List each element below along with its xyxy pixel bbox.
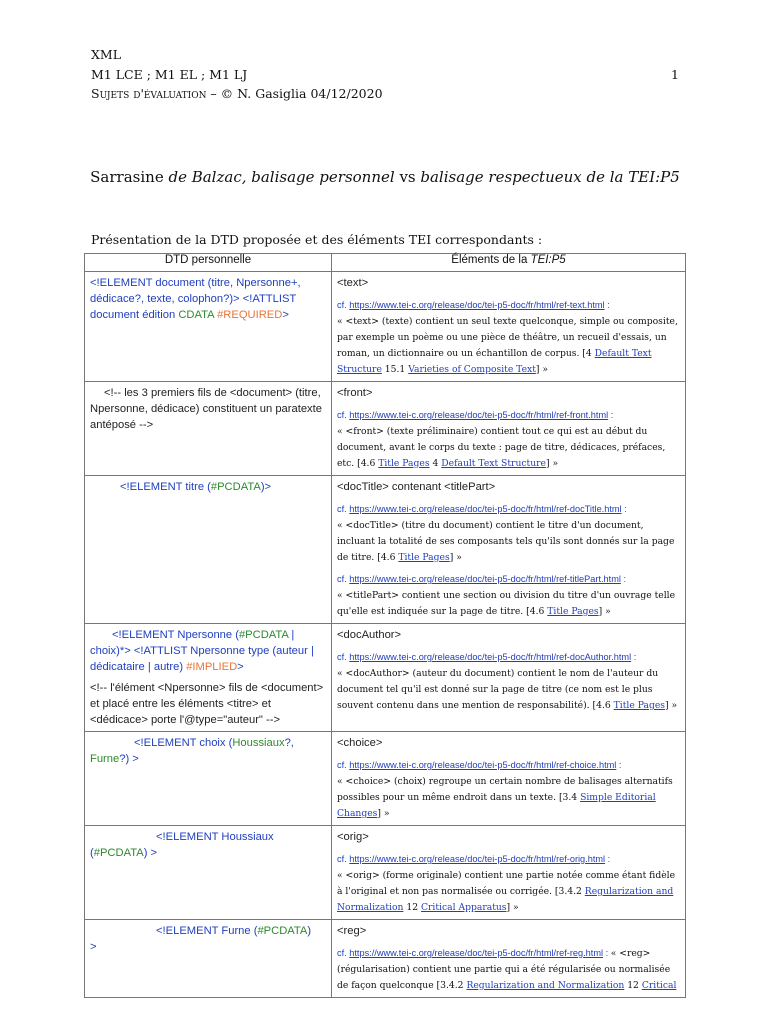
dtd-cell: <!ELEMENT document (titre, Npersonne+, dédicace?, texte, colophon?)> <!ATTLIST document édition CDATA #REQUIRED> xyxy=(85,272,332,382)
tei-description: « <titlePart> contient une section ou division du titre d'un ouvrage telle qu'elle est indiquée sur la page de titre. [4.6 Title Pages] » xyxy=(337,590,676,617)
col-header-dtd: DTD personnelle xyxy=(85,254,332,272)
dtd-text: <!ELEMENT Houssiaux ( xyxy=(90,831,274,859)
dtd-cell: <!ELEMENT Npersonne (#PCDATA | choix)*> <!ATTLIST Npersonne type (auteur | dédicataire | autre) #IMPLIED> <!-- l'élément <Npersonne> fils de <document> et placé entre les éléments <titre> et <dédicace> porte l'@type="auteur" --> xyxy=(85,624,332,732)
tei-tag: <front> xyxy=(337,387,373,399)
dtd-cell: <!ELEMENT Furne (#PCDATA) > xyxy=(85,920,332,998)
dtd-type: CDATA xyxy=(178,309,214,321)
dtd-keyword: #IMPLIED xyxy=(186,661,238,673)
title-part-3: vs xyxy=(394,168,421,186)
tei-section-link[interactable]: Title Pages xyxy=(378,458,430,469)
tei-ref-link[interactable]: https://www.tei-c.org/release/doc/tei-p5-doc/fr/html/ref-choice.html xyxy=(349,760,617,770)
tei-tag: <orig> xyxy=(337,831,369,843)
tei-cell: <choice> cf. https://www.tei-c.org/release/doc/tei-p5-doc/fr/html/ref-choice.html : « <choice> (choix) regroupe un certain nombre de balisages alternatifs possibles pour un même endroit dans un texte. [3.4 Simple Editorial Changes] » xyxy=(332,732,686,826)
tei-cell: <docTitle> contenant <titlePart> cf. https://www.tei-c.org/release/doc/tei-p5-doc/fr/html/ref-docTitle.html : « <docTitle> (titre du document) contient le titre d'un document, incluant la totalité de ses composants tels qu'ils sont donnés sur la page de titre. [4.6 Title Pages] » cf. https://www.tei-c.org/release/doc/tei-p5-doc/fr/html/ref-titlePart.html : « <titlePart> contient une section ou division du titre d'un ouvrage telle qu'elle est indiquée sur la page de titre. [4.6 Title Pages] » xyxy=(332,476,686,624)
dtd-keyword: #REQUIRED xyxy=(217,309,283,321)
tei-description: « <orig> (forme originale) contient une partie notée comme étant fidèle à l'original et non pas normalisée ou corrigée. [3.4.2 Regularization and Normalization 12 Critical Apparatus] » xyxy=(337,870,676,913)
tei-section-link[interactable]: Critical xyxy=(641,980,677,991)
page-number: 1 xyxy=(671,67,679,82)
tei-ref-link[interactable]: https://www.tei-c.org/release/doc/tei-p5-doc/fr/html/ref-docTitle.html xyxy=(349,504,622,514)
tei-ref-link[interactable]: https://www.tei-c.org/release/doc/tei-p5-doc/fr/html/ref-reg.html xyxy=(349,948,604,958)
title-part-4: balisage respectueux de la TEI:P5 xyxy=(420,168,680,186)
table-row xyxy=(85,382,686,476)
tei-tag: <reg> xyxy=(337,925,367,937)
dtd-close: > xyxy=(90,941,97,953)
tei-cell: <reg> cf. https://www.tei-c.org/release/doc/tei-p5-doc/fr/html/ref-reg.html : « <reg> (régularisation) contient une partie qui a été régularisée ou normalisée de façon quelconque [3.4.2 Regularization and Normalization 12 Critical xyxy=(332,920,686,998)
dtd-type: #PCDATA xyxy=(93,847,144,859)
col-header-tei: Éléments de la TEI:P5 xyxy=(332,254,686,272)
tei-section-link[interactable]: Simple Editorial Changes xyxy=(337,792,656,819)
title-part-1: Sarrasine xyxy=(90,168,169,186)
dtd-child: Furne xyxy=(90,753,120,765)
tei-cell: <front> cf. https://www.tei-c.org/release/doc/tei-p5-doc/fr/html/ref-front.html : « <front> (texte préliminaire) contient tout ce qui est au début du document, avant le corps du texte : page de titre, dédicaces, préfaces, etc. [4.6 Title Pages 4 Default Text Structure] » xyxy=(332,382,686,476)
dtd-cell xyxy=(85,382,332,476)
tei-description: « <docTitle> (titre du document) contient le titre d'un document, incluant la totalité de ses composants tels qu'ils sont donnés sur la page de titre. [4.6 Title Pages] » xyxy=(337,520,675,563)
dtd-comment: <!-- les 3 premiers fils de <document> (titre, Npersonne, dédicace) constituent un paratexte antéposé --> xyxy=(90,387,322,431)
dtd-text: <!ELEMENT Furne ( xyxy=(156,925,258,937)
tei-section-link[interactable]: Critical Apparatus xyxy=(420,902,507,913)
dtd-text: <!ELEMENT document (titre, Npersonne+, dédicace?, texte, colophon?)> <!ATTLIST document édition xyxy=(90,277,301,321)
header-author-date: – © N. Gasiglia 04/12/2020 xyxy=(206,86,383,101)
intro-text: Présentation de la DTD proposée et des éléments TEI correspondants : xyxy=(91,232,543,247)
tei-section-link[interactable]: Title Pages xyxy=(398,552,450,563)
tei-description: « <choice> (choix) regroupe un certain nombre de balisages alternatifs possibles pour un même endroit dans un texte. [3.4 Simple Editorial Changes] » xyxy=(337,776,673,819)
header-subject: Sujets d'évaluation xyxy=(91,86,207,101)
tei-section-link[interactable]: Regularization and Normalization xyxy=(466,980,625,991)
dtd-cell: <!ELEMENT Houssiaux (#PCDATA) > xyxy=(85,826,332,920)
table-row xyxy=(85,624,686,732)
tei-tag: <docAuthor> xyxy=(337,629,402,641)
dtd-type: #PCDATA xyxy=(238,629,289,641)
tei-ref-link[interactable]: https://www.tei-c.org/release/doc/tei-p5-doc/fr/html/ref-titlePart.html xyxy=(349,574,621,584)
dtd-type: #PCDATA xyxy=(210,481,261,493)
tei-cell: <orig> cf. https://www.tei-c.org/release/doc/tei-p5-doc/fr/html/ref-orig.html : « <orig> (forme originale) contient une partie notée comme étant fidèle à l'original et non pas normalisée ou corrigée. [3.4.2 Regularization and Normalization 12 Critical Apparatus] » xyxy=(332,826,686,920)
table-row xyxy=(85,732,686,826)
table-header-row xyxy=(85,254,686,272)
tei-ref-link[interactable]: https://www.tei-c.org/release/doc/tei-p5-doc/fr/html/ref-docAuthor.html xyxy=(349,652,632,662)
tei-cell: <docAuthor> cf. https://www.tei-c.org/release/doc/tei-p5-doc/fr/html/ref-docAuthor.html : « <docAuthor> (auteur du document) contient le nom de l'auteur du document tel qu'il est donné sur la page de titre (ce nom est le plus souvent contenu dans une mention de responsabilité). [4.6 Title Pages] » xyxy=(332,624,686,732)
dtd-text: <!ELEMENT titre ( xyxy=(120,481,211,493)
header-line-2: M1 LCE ; M1 EL ; M1 LJ xyxy=(91,67,248,82)
tei-ref-link[interactable]: https://www.tei-c.org/release/doc/tei-p5-doc/fr/html/ref-front.html xyxy=(349,410,609,420)
tei-tag: <text> xyxy=(337,277,369,289)
dtd-text: <!ELEMENT choix ( xyxy=(134,737,233,749)
tei-ref-link[interactable]: https://www.tei-c.org/release/doc/tei-p5-doc/fr/html/ref-orig.html xyxy=(349,854,606,864)
tei-cell: <text> cf. https://www.tei-c.org/release/doc/tei-p5-doc/fr/html/ref-text.html : « <text> (texte) contient un seul texte quelconque, simple ou composite, par exemple un poème ou une pièce de théâtre, un recueil d'essais, un roman, un dictionnaire ou un échantillon de corpus. [4 Default Text Structure 15.1 Varieties of Composite Text] » xyxy=(332,272,686,382)
tei-description: « <front> (texte préliminaire) contient tout ce qui est au début du document, avant le corps du texte : page de titre, dédicaces, préfaces, etc. [4.6 Title Pages 4 Default Text Structure] » xyxy=(337,426,666,469)
tei-description: « <text> (texte) contient un seul texte quelconque, simple ou composite, par exemple un poème ou une pièce de théâtre, un recueil d'essais, un roman, un dictionnaire ou un échantillon de corpus. [4 Default Text Structure 15.1 Varieties of Composite Text] » xyxy=(337,316,678,375)
table-row xyxy=(85,476,686,624)
header-line-1: XML xyxy=(91,47,121,62)
tei-description: « <reg> (régularisation) contient une partie qui a été régularisée ou normalisée de façon quelconque [3.4.2 xyxy=(337,948,671,991)
dtd-cell: <!ELEMENT titre (#PCDATA)> xyxy=(85,476,332,624)
tei-section-link[interactable]: Default Text Structure xyxy=(441,458,546,469)
tei-section-link[interactable]: Title Pages xyxy=(547,606,599,617)
dtd-type: #PCDATA xyxy=(257,925,308,937)
tei-section-link[interactable]: Title Pages xyxy=(613,700,665,711)
tei-section-link[interactable]: Default Text Structure xyxy=(337,348,652,375)
tei-tag: <choice> xyxy=(337,737,383,749)
tei-section-link[interactable]: Regularization and Normalization xyxy=(337,886,674,913)
dtd-text: <!ELEMENT Npersonne ( xyxy=(112,629,239,641)
header-line-3 xyxy=(91,86,383,101)
tei-description: « <docAuthor> (auteur du document) contient le nom de l'auteur du document tel qu'il est donné sur la page de titre (ce nom est le plus souvent contenu dans une mention de responsabilité). [4.6 Title Pages] » xyxy=(337,668,678,711)
dtd-comment: <!-- l'élément <Npersonne> fils de <document> et placé entre les éléments <titre> et <dédicace> porte l'@type="auteur" --> xyxy=(90,682,324,726)
title-part-2: de Balzac, balisage personnel xyxy=(168,168,395,186)
dtd-cell: <!ELEMENT choix (Houssiaux?, Furne?) > xyxy=(85,732,332,826)
tei-ref-link[interactable]: https://www.tei-c.org/release/doc/tei-p5-doc/fr/html/ref-text.html xyxy=(349,300,605,310)
document-title xyxy=(0,168,770,186)
tei-tag: <docTitle> contenant <titlePart> xyxy=(337,481,496,493)
table-row xyxy=(85,272,686,382)
table-row xyxy=(85,826,686,920)
dtd-tei-table xyxy=(84,253,686,998)
tei-section-link[interactable]: Varieties of Composite Text xyxy=(408,364,536,375)
dtd-child: Houssiaux xyxy=(232,737,285,749)
table-row xyxy=(85,920,686,998)
